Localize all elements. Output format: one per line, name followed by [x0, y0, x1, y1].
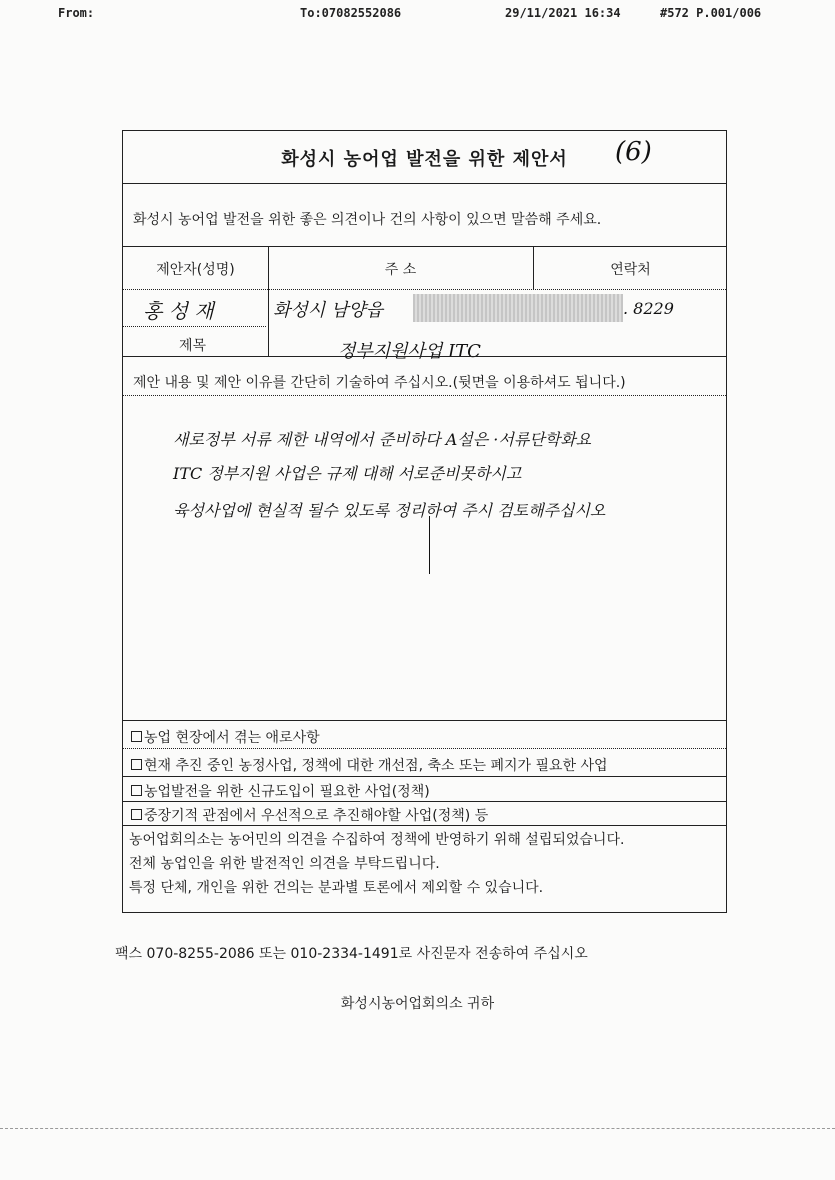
note-line: 농어업회의소는 농어민의 의견을 수집하여 정책에 반영하기 위해 설립되었습니다. [129, 832, 625, 848]
divider [123, 326, 266, 327]
proposal-text-line: 육성사업에 현실적 될수 있도록 정리하여 주시 검토해주십시오 [173, 501, 606, 520]
scan-edge-line [0, 1128, 835, 1129]
fax-from: From: [58, 6, 95, 20]
proposal-text-line: 새로정부 서류 제한 내역에서 준비하다 A설은 ·서류단학화요 [173, 430, 592, 449]
contact-field: . 8229 [623, 299, 674, 318]
fax-datetime: 29/11/2021 16:34 [505, 6, 621, 20]
proposal-text-line: ITC 정부지원 사업은 규제 대해 서로준비못하시고 [173, 464, 522, 483]
reason-instruction: 제안 내용 및 제안 이유를 간단히 기술하여 주십시오.(뒷면을 이용하셔도 됩니다.) [133, 375, 626, 391]
address-header: 주 소 [384, 262, 417, 278]
divider [123, 720, 726, 721]
divider [123, 395, 726, 396]
checkbox-icon [131, 809, 142, 820]
subject-label: 제목 [179, 338, 207, 354]
divider [123, 748, 726, 749]
proposer-header: 제안자(성명) [156, 262, 235, 278]
form-intro: 화성시 농어업 발전을 위한 좋은 의견이나 건의 사항이 있으면 말씀해 주세요. [133, 212, 602, 228]
recipient: 화성시농어업회의소 귀하 [340, 996, 495, 1012]
divider [123, 183, 726, 184]
divider [123, 356, 726, 357]
redaction-block [413, 294, 623, 322]
fax-header [0, 6, 835, 24]
address-field: 화성시 남양읍 [273, 300, 384, 321]
fax-instruction: 팩스 070-8255-2086 또는 010-2334-1491로 사진문자 전송하여 주십시오 [115, 946, 588, 962]
divider [123, 825, 726, 826]
fax-page-ref: #572 P.001/006 [660, 6, 762, 20]
divider [123, 801, 726, 802]
proposer-name-field: 홍 성 재 [143, 299, 214, 323]
checkbox-icon [131, 785, 142, 796]
divider [123, 776, 726, 777]
fax-to: To:07082552086 [300, 6, 402, 20]
subject-field: 정부지원사업 ITC [338, 341, 481, 362]
divider [533, 246, 534, 289]
title-handwritten-mark: (6) [615, 137, 652, 167]
proposal-form [122, 130, 727, 913]
form-title: 화성시 농어업 발전을 위한 제안서 [281, 149, 568, 170]
contact-header: 연락처 [610, 262, 651, 278]
checkbox-icon [131, 731, 142, 742]
divider [123, 246, 726, 247]
checkbox-icon [131, 759, 142, 770]
note-line: 특정 단체, 개인을 위한 건의는 분과별 토론에서 제외할 수 있습니다. [129, 880, 544, 896]
divider [268, 246, 269, 356]
note-line: 전체 농업인을 위한 발전적인 의견을 부탁드립니다. [129, 856, 440, 872]
checklist-item: 농업발전을 위한 신규도입이 필요한 사업(정책) [131, 781, 430, 801]
pen-stroke [429, 516, 430, 574]
checklist-item: 현재 추진 중인 농정사업, 정책에 대한 개선점, 축소 또는 폐지가 필요한 사업 [131, 755, 608, 775]
divider [123, 289, 726, 290]
checklist-item: 중장기적 관점에서 우선적으로 추진해야할 사업(정책) 등 [131, 805, 488, 825]
checklist-item: 농업 현장에서 겪는 애로사항 [131, 727, 320, 747]
